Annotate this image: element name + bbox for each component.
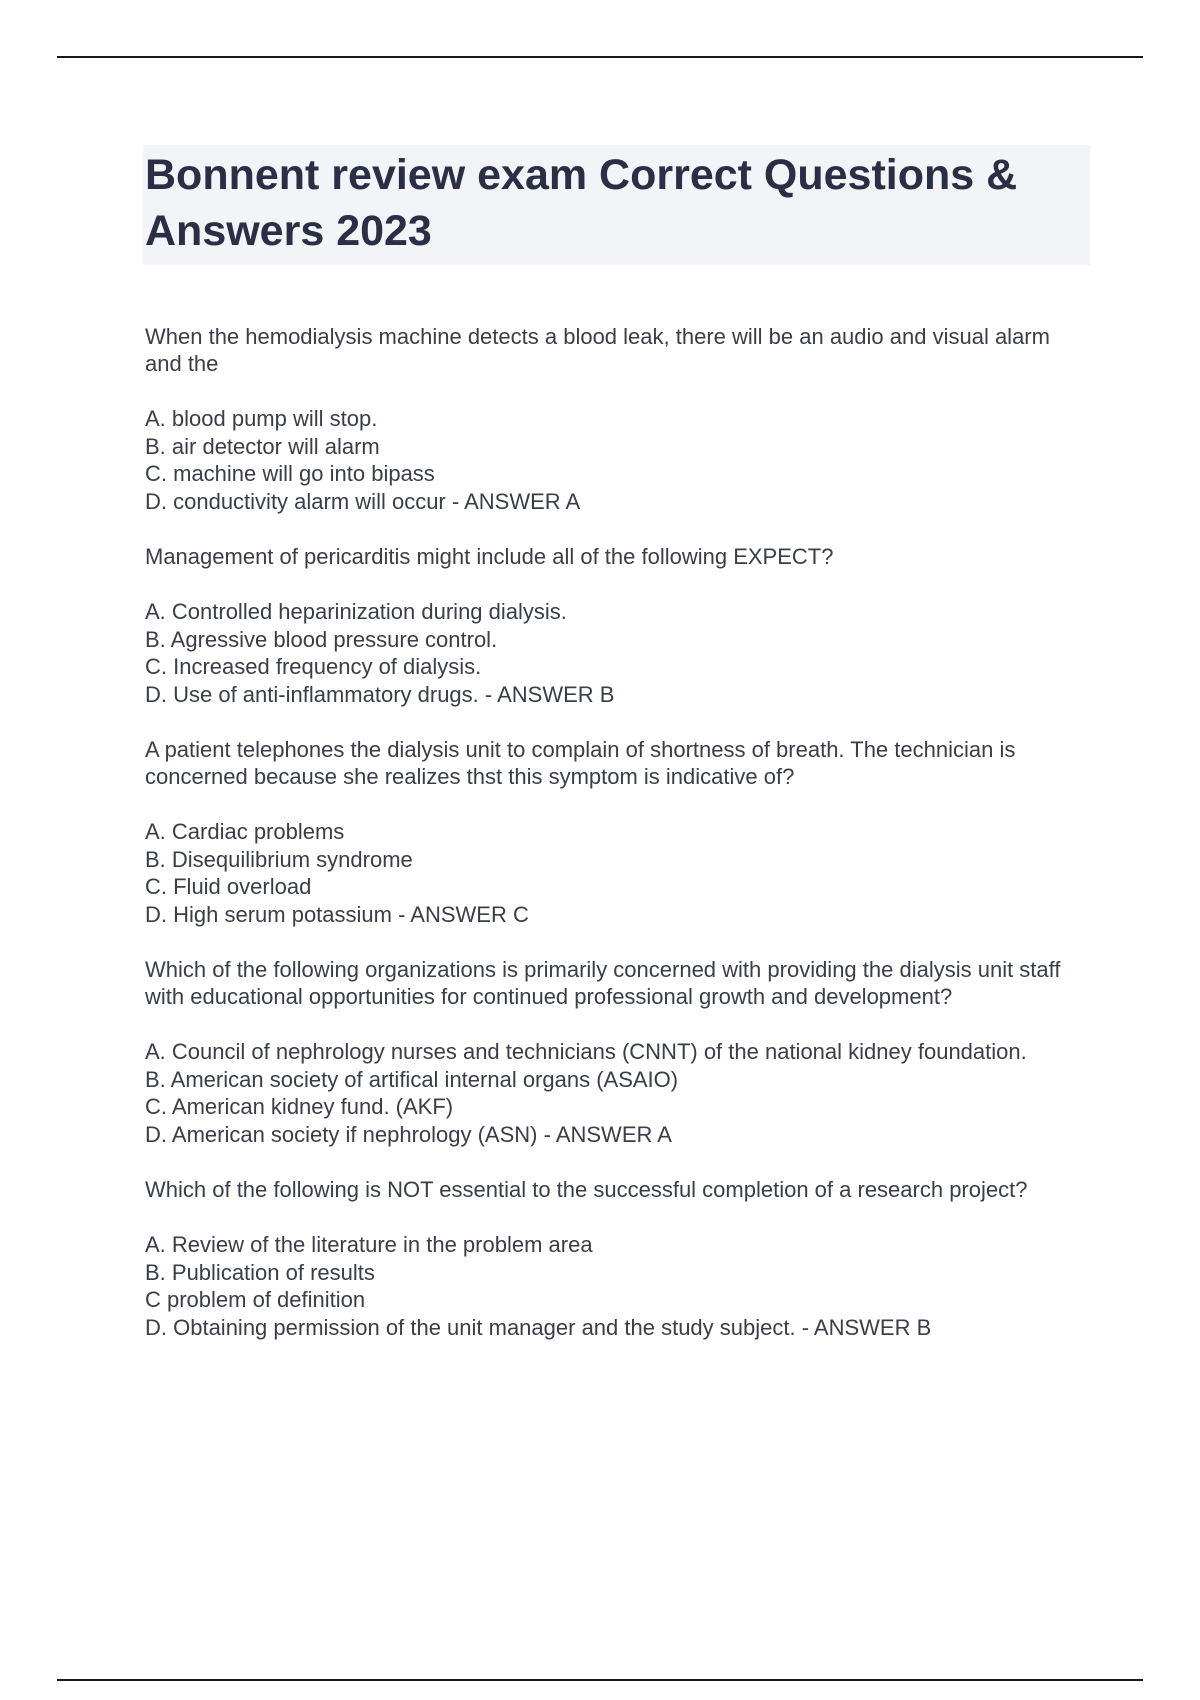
answer-option: B. air detector will alarm (145, 433, 380, 459)
answer-option: B. Disequilibrium syndrome (145, 846, 413, 872)
question-item (145, 736, 1090, 928)
answer-option: D. conductivity alarm will occur - ANSWER A (145, 488, 581, 514)
question-text: Which of the following organizations is primarily concerned with providing the dialysis unit staff with educational opportunities for continued professional growth and development? (145, 957, 1061, 1009)
bottom-divider (57, 1679, 1143, 1681)
answer-option: B. Publication of results (145, 1259, 375, 1285)
answer-option: C. Increased frequency of dialysis. (145, 654, 482, 679)
document-body (145, 145, 1090, 1369)
answer-option: D. High serum potassium - ANSWER C (145, 901, 529, 927)
answer-options (145, 1038, 1090, 1148)
top-divider (57, 56, 1143, 58)
question-item (145, 956, 1090, 1148)
question-item (145, 1176, 1090, 1341)
answer-option: D. Obtaining permission of the unit manager and the study subject. - ANSWER B (145, 1314, 932, 1340)
answer-option: B. American society of artifical internal organs (ASAIO) (145, 1066, 679, 1092)
answer-option: C. American kidney fund. (AKF) (145, 1094, 454, 1119)
answer-option: B. Agressive blood pressure control. (145, 626, 498, 652)
answer-option: C. machine will go into bipass (145, 461, 435, 486)
question-text: Which of the following is NOT essential to the successful completion of a research project? (145, 1177, 1028, 1202)
answer-option: A. Cardiac problems (145, 819, 345, 844)
answer-options (145, 598, 1090, 708)
answer-options (145, 405, 1090, 515)
answer-option: A. Controlled heparinization during dialysis. (145, 599, 567, 624)
answer-option: A. Review of the literature in the problem area (145, 1232, 593, 1257)
question-text: When the hemodialysis machine detects a blood leak, there will be an audio and visual alarm and the (145, 324, 1050, 376)
answer-options (145, 1231, 1090, 1341)
answer-option: D. American society if nephrology (ASN) - ANSWER A (145, 1121, 672, 1147)
question-text: Management of pericarditis might include all of the following EXPECT? (145, 544, 834, 569)
document-title: Bonnent review exam Correct Questions & Answers 2023 (145, 151, 1018, 255)
question-item (145, 323, 1090, 515)
question-text: A patient telephones the dialysis unit to complain of shortness of breath. The technician is concerned because she realizes thst this symptom is indicative of? (145, 737, 1016, 789)
answer-option: A. Council of nephrology nurses and technicians (CNNT) of the national kidney foundation. (145, 1039, 1027, 1064)
answer-options (145, 818, 1090, 928)
answer-option: A. blood pump will stop. (145, 406, 378, 431)
title-block (143, 145, 1090, 265)
answer-option: D. Use of anti-inflammatory drugs. - ANSWER B (145, 681, 615, 707)
question-list (145, 323, 1090, 1341)
question-item (145, 543, 1090, 708)
answer-option: C problem of definition (145, 1287, 366, 1312)
answer-option: C. Fluid overload (145, 874, 312, 899)
